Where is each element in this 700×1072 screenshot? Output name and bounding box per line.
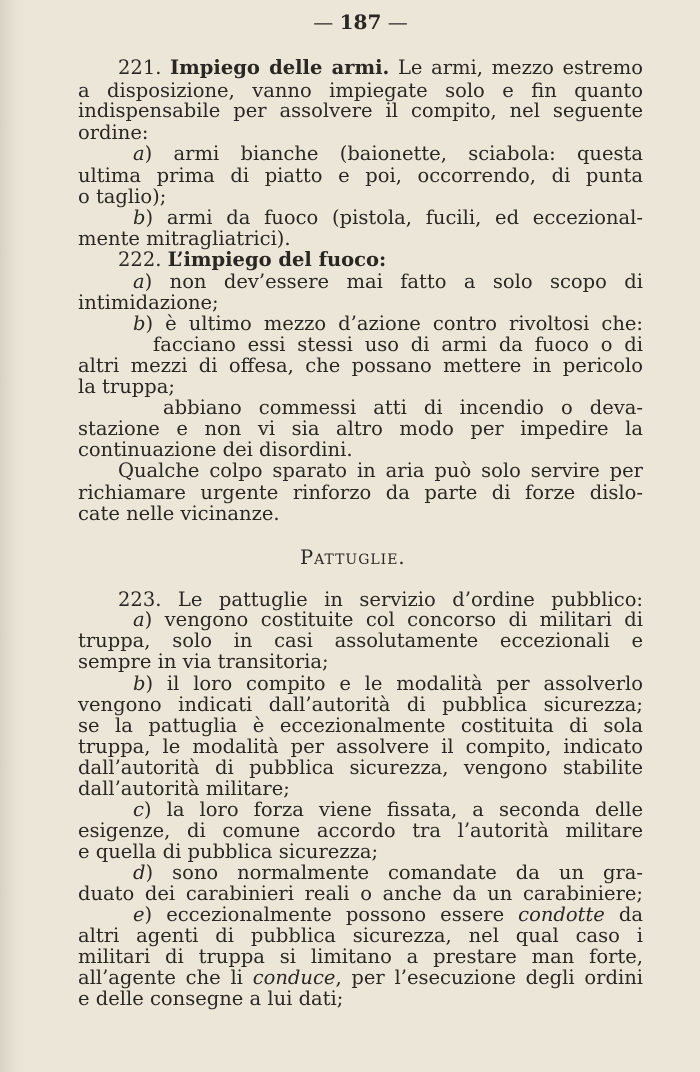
text-run: abbiano commessi atti di incendio o deva- [163,396,643,419]
text-run: L’impiego del fuoco: [167,248,387,271]
text-run: Le armi, mezzo estremo [389,56,643,79]
text-line [78,293,643,313]
text-line [78,821,643,841]
text-run: altri mezzi di offesa, che possano mettere in pericolo [78,354,643,377]
text-line [78,483,643,503]
text-run: a disposizione, vanno impiegate solo e fin quanto [78,79,643,102]
text-line [78,166,643,186]
text-run: Qualche colpo sparato in aria può solo servire per [118,459,643,482]
text-line [78,716,643,736]
text-run: continuazione dei disordini. [78,438,353,461]
text-run: dall’autorità militare; [78,777,290,800]
text-run: 223. Le pattuglie in servizio d’ordine pubblico: [118,588,643,611]
text-run: all’agente che li [78,966,253,989]
text-run: ) armi da fuoco (pistola, fucili, ed eccezional- [145,206,643,229]
text-run: e quella di pubblica sicurezza; [78,840,379,863]
text-run: Pattuglie. [300,546,406,569]
text-run: ) la loro forza viene fissata, a seconda delle [143,798,643,821]
text-run: e delle consegne a lui dati; [78,987,344,1010]
text-line [78,81,643,101]
text-line [78,968,643,988]
text-run: ) sono normalmente comandate da un gra- [145,861,643,884]
text-line [300,548,643,568]
text-run: se la pattuglia è eccezionalmente costituita di sola [78,714,643,737]
text-run: stazione e non vi sia altro modo per impedire la [78,417,643,440]
text-line [78,695,643,715]
text-run: 222. [118,248,168,271]
text-run: la truppa; [78,375,175,398]
text-run: b [133,312,146,335]
text-line [78,377,643,397]
text-line [78,926,643,946]
text-run: ) è ultimo mezzo d’azione contro rivoltosi che: [145,312,643,335]
text-line [78,440,643,460]
text-run: b [133,672,146,695]
page-number-value: 187 [339,10,382,34]
text-line [133,610,643,630]
text-run: cate nelle vicinanze. [78,502,280,525]
text-run: conduce [252,966,336,989]
text-run: ordine: [78,121,149,144]
text-run: duato dei carabinieri reali o anche da un carabiniere; [78,882,643,905]
text-run: richiamare urgente rinforzo da parte di forze dislo- [78,481,643,504]
text-line [153,335,643,355]
text-run: ) il loro compito e le modalità per assolverlo [145,672,643,695]
text-run: b [133,206,146,229]
text-run: indispensabile per assolvere il compito, nel seguente [78,99,643,122]
text-line [78,779,643,799]
text-line [78,101,643,121]
text-line [118,250,643,270]
text-line [78,947,643,967]
text-run: militari di truppa si limitano a prestare man forte, [78,945,643,968]
text-line [78,631,643,651]
text-line [78,419,643,439]
text-run: truppa, le modalità per assolvere il compito, indicato [78,735,643,758]
text-run: facciano essi stessi uso di armi da fuoco o di [153,333,643,356]
text-line [133,314,643,334]
text-line [133,272,643,292]
text-run: Impiego delle armi. [170,56,390,79]
text-run: a [133,608,145,631]
text-run: d [133,861,146,884]
text-run: a [133,270,145,293]
text-run: condotte [518,903,605,926]
text-line [78,229,643,249]
text-line [78,737,643,757]
text-line [78,842,643,862]
text-run: a [133,142,145,165]
text-run: mente mitragliatrici). [78,227,291,250]
book-spine-shadow [0,0,24,1072]
text-line [163,398,643,418]
text-run: da [604,903,643,926]
text-run: dall’autorità di pubblica sicurezza, vengono stabilite [78,756,643,779]
text-run: e [133,903,145,926]
text-run: ) vengono costituite col concorso di militari di [144,608,643,631]
text-line [133,208,643,228]
text-run: 221. [118,56,171,79]
text-line [78,884,643,904]
text-line [133,863,643,883]
text-line [118,590,643,610]
text-line [78,356,643,376]
text-run: truppa, solo in casi assolutamente eccezionali e [78,629,643,652]
page-number: — 187 — [313,10,408,34]
text-run: altri agenti di pubblica sicurezza, nel qual caso i [78,924,643,947]
text-run: sempre in via transitoria; [78,650,329,673]
text-line [78,123,643,143]
text-run: c [133,798,144,821]
text-line [78,989,643,1009]
text-line [78,504,643,524]
text-run: ultima prima di piatto e poi, occorrendo, di punta [78,164,643,187]
text-run: ) non dev’essere mai fatto a solo scopo di [144,270,643,293]
text-run: vengono indicati dall’autorità di pubblica sicurezza; [78,693,643,716]
text-line [133,905,643,925]
text-line [78,652,643,672]
text-line [78,758,643,778]
text-run: intimidazione; [78,291,219,314]
text-line [133,144,643,164]
text-line [118,461,643,481]
text-line [133,674,643,694]
text-run: esigenze, di comune accordo tra l’autorità militare [78,819,643,842]
text-line [78,187,643,207]
text-line [133,800,643,820]
text-run: ) armi bianche (baionette, sciabola: questa [144,142,643,165]
text-line [118,58,643,78]
text-run: o taglio); [78,185,167,208]
text-run: , per l’esecuzione degli ordini [335,966,643,989]
text-run: ) eccezionalmente possono essere [144,903,519,926]
